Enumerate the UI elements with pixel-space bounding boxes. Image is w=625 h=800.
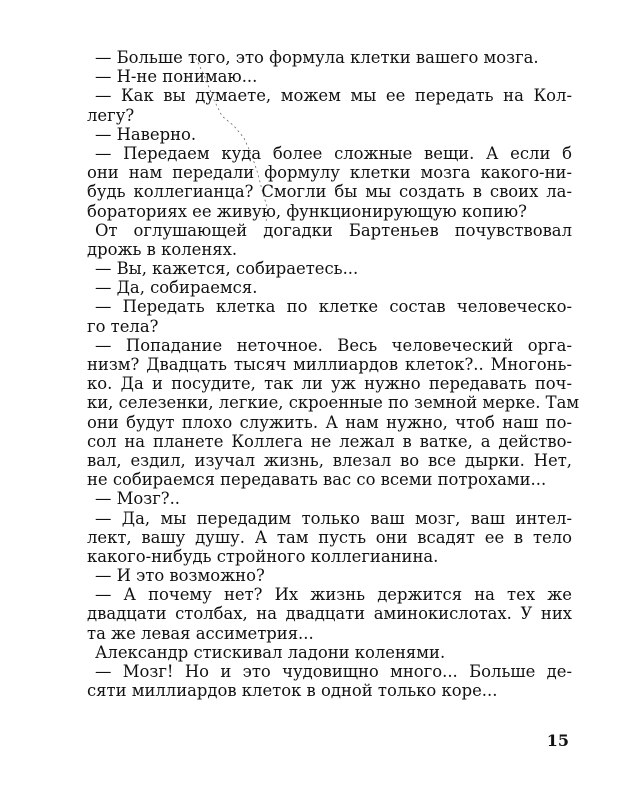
text-line: низм? Двадцать тысяч миллиардов клеток?.. Многонь- <box>87 355 572 374</box>
text-line: — Н-не понимаю... <box>95 67 258 87</box>
text-line: От оглушающей догадки Бартеньев почувствовал <box>95 220 572 240</box>
text-line: — Вы, кажется, собираетесь... <box>95 259 359 279</box>
text-line: го тела? <box>87 316 159 336</box>
text-line: — Как вы думаете, можем мы ее передать на Кол- <box>95 86 572 106</box>
text-line: легу? <box>87 105 135 125</box>
text-line: лект, вашу душу. А там пусть они всадят ее в тело <box>87 527 572 547</box>
text-line: — Попадание неточное. Весь человеческий орга- <box>95 335 572 355</box>
text-line: Александр стискивал ладони коленями. <box>95 642 446 662</box>
text-line: будь коллегианца? Смогли бы мы создать в своих ла- <box>87 182 572 202</box>
text-line: — И это возможно? <box>95 566 265 586</box>
page-number: 15 <box>546 731 569 750</box>
text-line: дрожь в коленях. <box>87 239 238 259</box>
text-line: — Да, собираемся. <box>95 278 258 298</box>
text-line: не собираемся передавать вас со всеми потрохами... <box>87 470 547 490</box>
text-line: они будут плохо служить. А нам нужно, чтоб наш по- <box>87 412 572 432</box>
body-text <box>87 48 580 701</box>
text-line: та же левая ассиметрия... <box>87 623 314 643</box>
text-line: ки, селезенки, легкие, скроенные по земной мерке. Там <box>87 393 580 413</box>
text-line: сяти миллиардов клеток в одной только коре... <box>87 681 498 701</box>
text-line: ко. Да и посудите, так ли уж нужно передавать поч- <box>87 374 572 394</box>
text-line: — Передаем куда более сложные вещи. А если б <box>95 143 572 163</box>
text-line: — А почему нет? Их жизнь держится на тех же <box>95 585 572 605</box>
text-line: — Да, мы передадим только ваш мозг, ваш интел- <box>95 508 572 528</box>
text-line: — Передать клетка по клетке состав человеческо- <box>95 297 572 317</box>
text-line: бораториях ее живую, функционирующую копию? <box>87 201 527 221</box>
text-line: — Больше того, это формула клетки вашего мозга. <box>95 48 539 67</box>
text-line: — Мозг?.. <box>95 489 180 509</box>
text-line: сол на планете Коллега не лежал в ватке, а действо- <box>87 431 572 451</box>
text-line: вал, ездил, изучал жизнь, влезал во все дырки. Нет, <box>87 450 572 470</box>
text-line: — Мозг! Но и это чудовищно много... Больше де- <box>95 662 572 681</box>
text-line: — Наверно. <box>95 124 197 144</box>
text-line: двадцати столбах, на двадцати аминокислотах. У них <box>87 604 572 624</box>
text-line: они нам передали формулу клетки мозга какого-ни- <box>87 163 572 183</box>
text-line: какого-нибудь стройного коллегианина. <box>87 546 439 566</box>
